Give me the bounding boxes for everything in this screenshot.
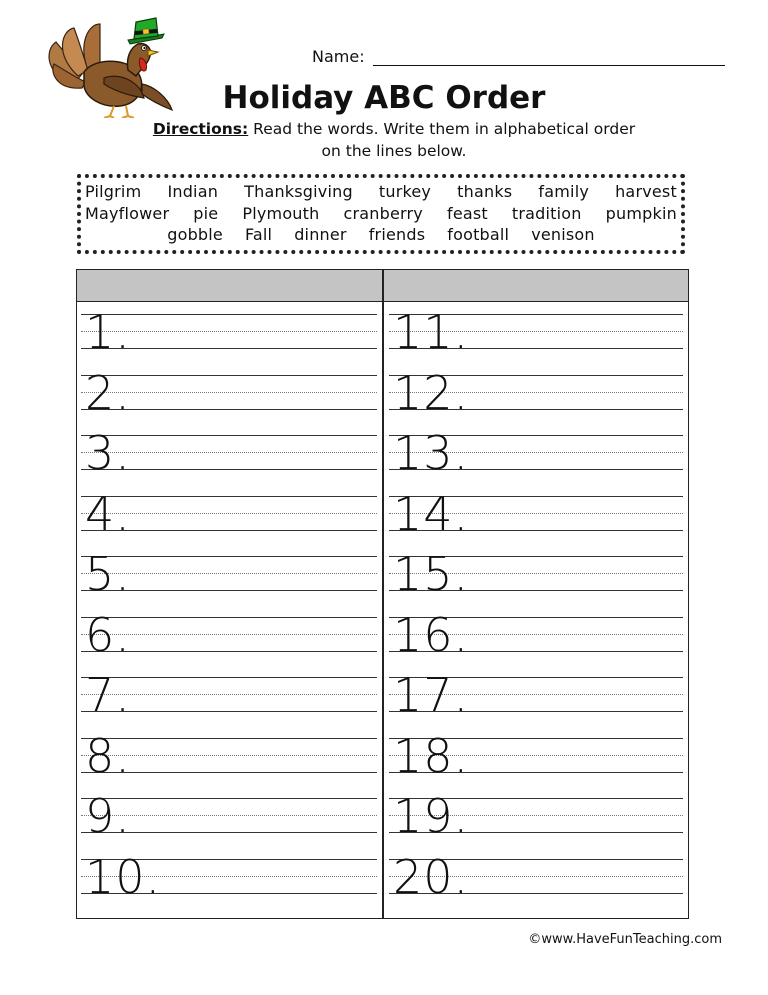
directions: [114, 118, 674, 162]
name-label: Name:: [312, 47, 365, 66]
directions-line-1: [114, 118, 674, 140]
line-number: 12.: [393, 365, 470, 420]
word: Indian: [167, 182, 219, 201]
answer-line-row[interactable]: [81, 846, 377, 907]
answer-line-row[interactable]: [389, 846, 683, 907]
directions-text-2: on the lines below.: [321, 142, 467, 160]
word: thanks: [457, 182, 513, 201]
word-bank: [77, 174, 685, 254]
answer-line-row[interactable]: [81, 483, 377, 544]
answer-line-row[interactable]: [81, 422, 377, 483]
answer-line-row[interactable]: [81, 543, 377, 604]
answer-grid: [76, 269, 689, 919]
line-number: 6.: [85, 607, 131, 662]
line-number: 1.: [85, 305, 131, 359]
line-number: 8.: [85, 728, 131, 783]
word: feast: [447, 203, 488, 223]
line-number: 9.: [85, 789, 131, 843]
name-input-line[interactable]: [373, 49, 725, 66]
answer-line-row[interactable]: [81, 362, 377, 423]
line-number: 7.: [85, 668, 131, 722]
answer-line-row[interactable]: [389, 543, 683, 604]
directions-text-1: Read the words. Write them in alphabetical order: [248, 120, 636, 138]
word: friends: [368, 225, 426, 244]
answer-column-left: [81, 301, 377, 906]
answer-line-row[interactable]: [389, 301, 683, 362]
line-number: 13.: [393, 426, 470, 480]
answer-line-row[interactable]: [81, 604, 377, 665]
line-number: 4.: [85, 486, 131, 541]
word: football: [447, 225, 510, 244]
line-number: 11.: [393, 305, 470, 359]
line-number: 10.: [85, 849, 162, 904]
line-number: 18.: [393, 728, 470, 783]
answer-line-row[interactable]: [389, 422, 683, 483]
word: cranberry: [343, 203, 423, 223]
word: Plymouth: [242, 203, 320, 223]
name-row: [312, 47, 725, 66]
answer-line-row[interactable]: [389, 362, 683, 423]
word: pie: [193, 203, 219, 223]
answer-line-row[interactable]: [81, 785, 377, 846]
answer-line-row[interactable]: [389, 604, 683, 665]
word-bank-row-1: [85, 181, 677, 203]
line-number: 16.: [393, 607, 470, 662]
word: harvest: [615, 182, 677, 201]
word: tradition: [511, 203, 582, 223]
answer-line-row[interactable]: [389, 785, 683, 846]
line-number: 15.: [393, 547, 470, 601]
line-number: 5.: [85, 547, 131, 601]
answer-line-row[interactable]: [389, 483, 683, 544]
copyright-footer: ©www.HaveFunTeaching.com: [528, 932, 722, 947]
answer-line-row[interactable]: [81, 301, 377, 362]
line-number: 17.: [393, 668, 470, 722]
line-number: 14.: [393, 486, 470, 541]
word: gobble: [167, 225, 223, 244]
line-number: 19.: [393, 789, 470, 843]
column-divider: [382, 270, 384, 918]
word: Pilgrim: [85, 182, 142, 201]
word: Mayflower: [85, 203, 170, 223]
word: venison: [531, 225, 595, 244]
line-number: 3.: [85, 426, 131, 480]
answer-line-row[interactable]: [389, 664, 683, 725]
answer-line-row[interactable]: [389, 725, 683, 786]
word-bank-row-2: [85, 203, 677, 225]
line-number: 20.: [393, 849, 470, 904]
answer-line-row[interactable]: [81, 664, 377, 725]
word: Fall: [244, 225, 273, 244]
word-bank-row-3: [85, 224, 677, 246]
word: dinner: [294, 225, 347, 244]
line-number: 2.: [85, 365, 131, 420]
word: turkey: [378, 182, 432, 201]
page-title-text: Holiday ABC Order: [222, 80, 546, 116]
word: family: [538, 182, 590, 201]
word: pumpkin: [605, 203, 677, 223]
page-title: [0, 80, 768, 116]
answer-line-row[interactable]: [81, 725, 377, 786]
word: Thanksgiving: [244, 182, 353, 201]
directions-label: Directions:: [152, 120, 249, 138]
answer-column-right: [389, 301, 683, 906]
